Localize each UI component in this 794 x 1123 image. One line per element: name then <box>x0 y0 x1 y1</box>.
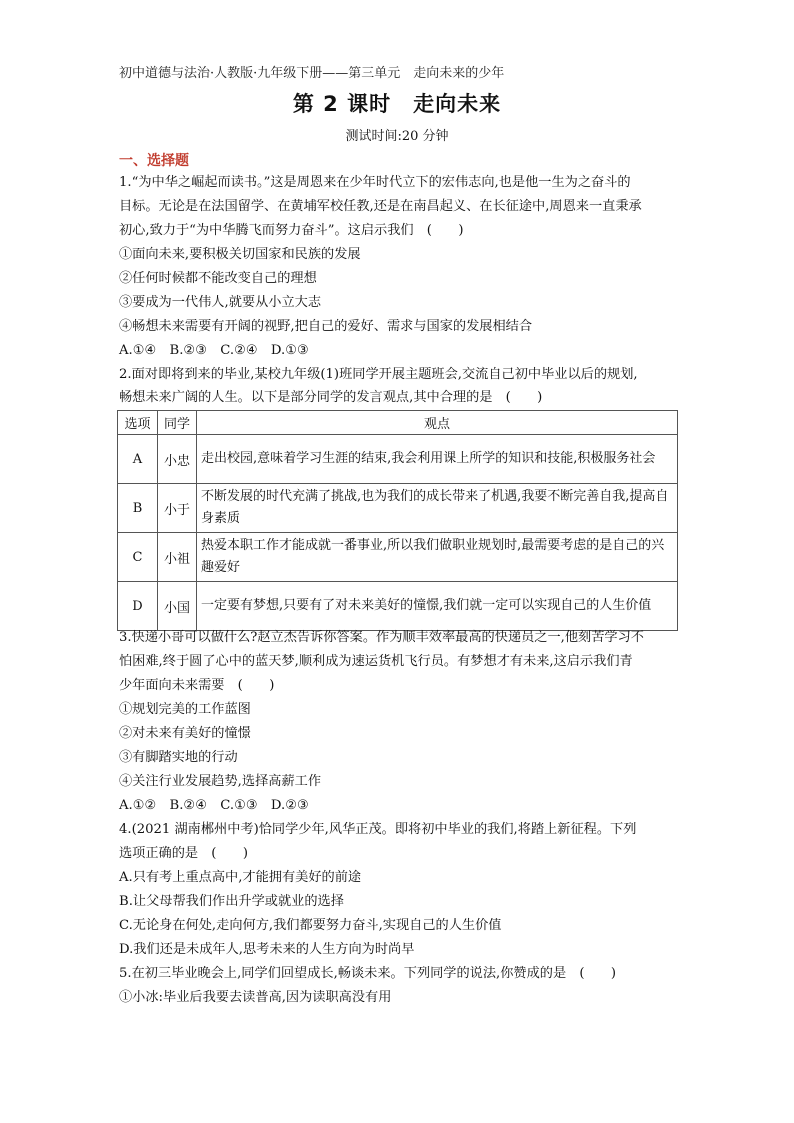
q3-stem-line: 怕困难,终于圆了心中的蓝天梦,顺利成为速运货机飞行员。有梦想才有未来,这启示我们青 <box>119 654 633 669</box>
q4-option: A.只有考上重点高中,才能拥有美好的前途 <box>119 870 362 885</box>
q2-options-table <box>117 410 678 631</box>
q4-option: B.让父母帮我们作出升学或就业的选择 <box>119 894 344 909</box>
q4-stem-line: 选项正确的是 ( ) <box>119 846 248 861</box>
q1-stem-line: 1.“为中华之崛起而读书。”这是周恩来在少年时代立下的宏伟志向,也是他一生为之奋斗的 <box>119 175 631 190</box>
row-option: D <box>118 582 158 631</box>
q3-stem-line: 少年面向未来需要 ( ) <box>119 678 275 693</box>
table-header-option: 选项 <box>118 411 158 435</box>
q1-item: ③要成为一代伟人,就要从小立大志 <box>119 295 322 310</box>
row-student: 小国 <box>158 582 197 631</box>
table-row <box>118 582 678 631</box>
row-student: 小于 <box>158 484 197 533</box>
q4-option: D.我们还是未成年人,思考未来的人生方向为时尚早 <box>119 942 415 957</box>
q1-item: ②任何时候都不能改变自己的理想 <box>119 271 317 286</box>
q5-item: ①小冰:毕业后我要去读普高,因为读职高没有用 <box>119 990 392 1005</box>
q1-item: ①面向未来,要积极关切国家和民族的发展 <box>119 247 361 262</box>
table-header-student: 同学 <box>158 411 197 435</box>
q1-stem-line: 目标。无论是在法国留学、在黄埔军校任教,还是在南昌起义、在长征途中,周恩来一直秉承 <box>119 199 642 214</box>
row-option: A <box>118 435 158 484</box>
row-view: 一定要有梦想,只要有了对未来美好的憧憬,我们就一定可以实现自己的人生价值 <box>197 582 678 631</box>
q1-options: A.①④ B.②③ C.②④ D.①③ <box>119 343 309 358</box>
table-header-view: 观点 <box>197 411 678 435</box>
row-student: 小祖 <box>158 533 197 582</box>
table-row <box>118 533 678 582</box>
q3-item: ③有脚踏实地的行动 <box>119 750 238 765</box>
row-student: 小忠 <box>158 435 197 484</box>
q1-stem-line: 初心,致力于“为中华腾飞而努力奋斗”。这启示我们 ( ) <box>119 223 464 238</box>
row-view: 走出校园,意味着学习生涯的结束,我会利用课上所学的知识和技能,积极服务社会 <box>197 435 678 484</box>
q3-item: ②对未来有美好的憧憬 <box>119 726 251 741</box>
q3-options: A.①② B.②④ C.①③ D.②③ <box>119 798 309 813</box>
table-row <box>118 484 678 533</box>
page-title: 第 2 课时 走向未来 <box>292 92 502 116</box>
row-view: 热爱本职工作才能成就一番事业,所以我们做职业规划时,最需要考虑的是自己的兴趣爱好 <box>197 533 678 582</box>
q5-stem-line: 5.在初三毕业晚会上,同学们回望成长,畅谈未来。下列同学的说法,你赞成的是 ( ) <box>119 966 617 981</box>
q2-stem-line: 2.面对即将到来的毕业,某校九年级(1)班同学开展主题班会,交流自己初中毕业以后的规划, <box>119 367 638 382</box>
table-row <box>118 435 678 484</box>
q4-option: C.无论身在何处,走向何方,我们都要努力奋斗,实现自己的人生价值 <box>119 918 502 933</box>
q2-stem-line: 畅想未来广阔的人生。以下是部分同学的发言观点,其中合理的是 ( ) <box>119 390 543 405</box>
test-time: 测试时间:20 分钟 <box>345 129 449 144</box>
row-option: C <box>118 533 158 582</box>
q3-item: ④关注行业发展趋势,选择高薪工作 <box>119 774 322 789</box>
row-view: 不断发展的时代充满了挑战,也为我们的成长带来了机遇,我要不断完善自我,提高自身素质 <box>197 484 678 533</box>
page-header: 初中道德与法治·人教版·九年级下册——第三单元 走向未来的少年 <box>119 66 505 81</box>
q4-stem-line: 4.(2021 湖南郴州中考)恰同学少年,风华正茂。即将初中毕业的我们,将踏上新征程。下列 <box>119 822 637 837</box>
q3-item: ①规划完美的工作蓝图 <box>119 702 251 717</box>
q3-stem-line: 3.快递小哥可以做什么?赵立杰告诉你答案。作为顺丰效率最高的快递员之一,他刻苦学习不 <box>119 630 644 645</box>
row-option: B <box>118 484 158 533</box>
q1-item: ④畅想未来需要有开阔的视野,把自己的爱好、需求与国家的发展相结合 <box>119 319 533 334</box>
section-heading: 一、选择题 <box>119 153 189 169</box>
